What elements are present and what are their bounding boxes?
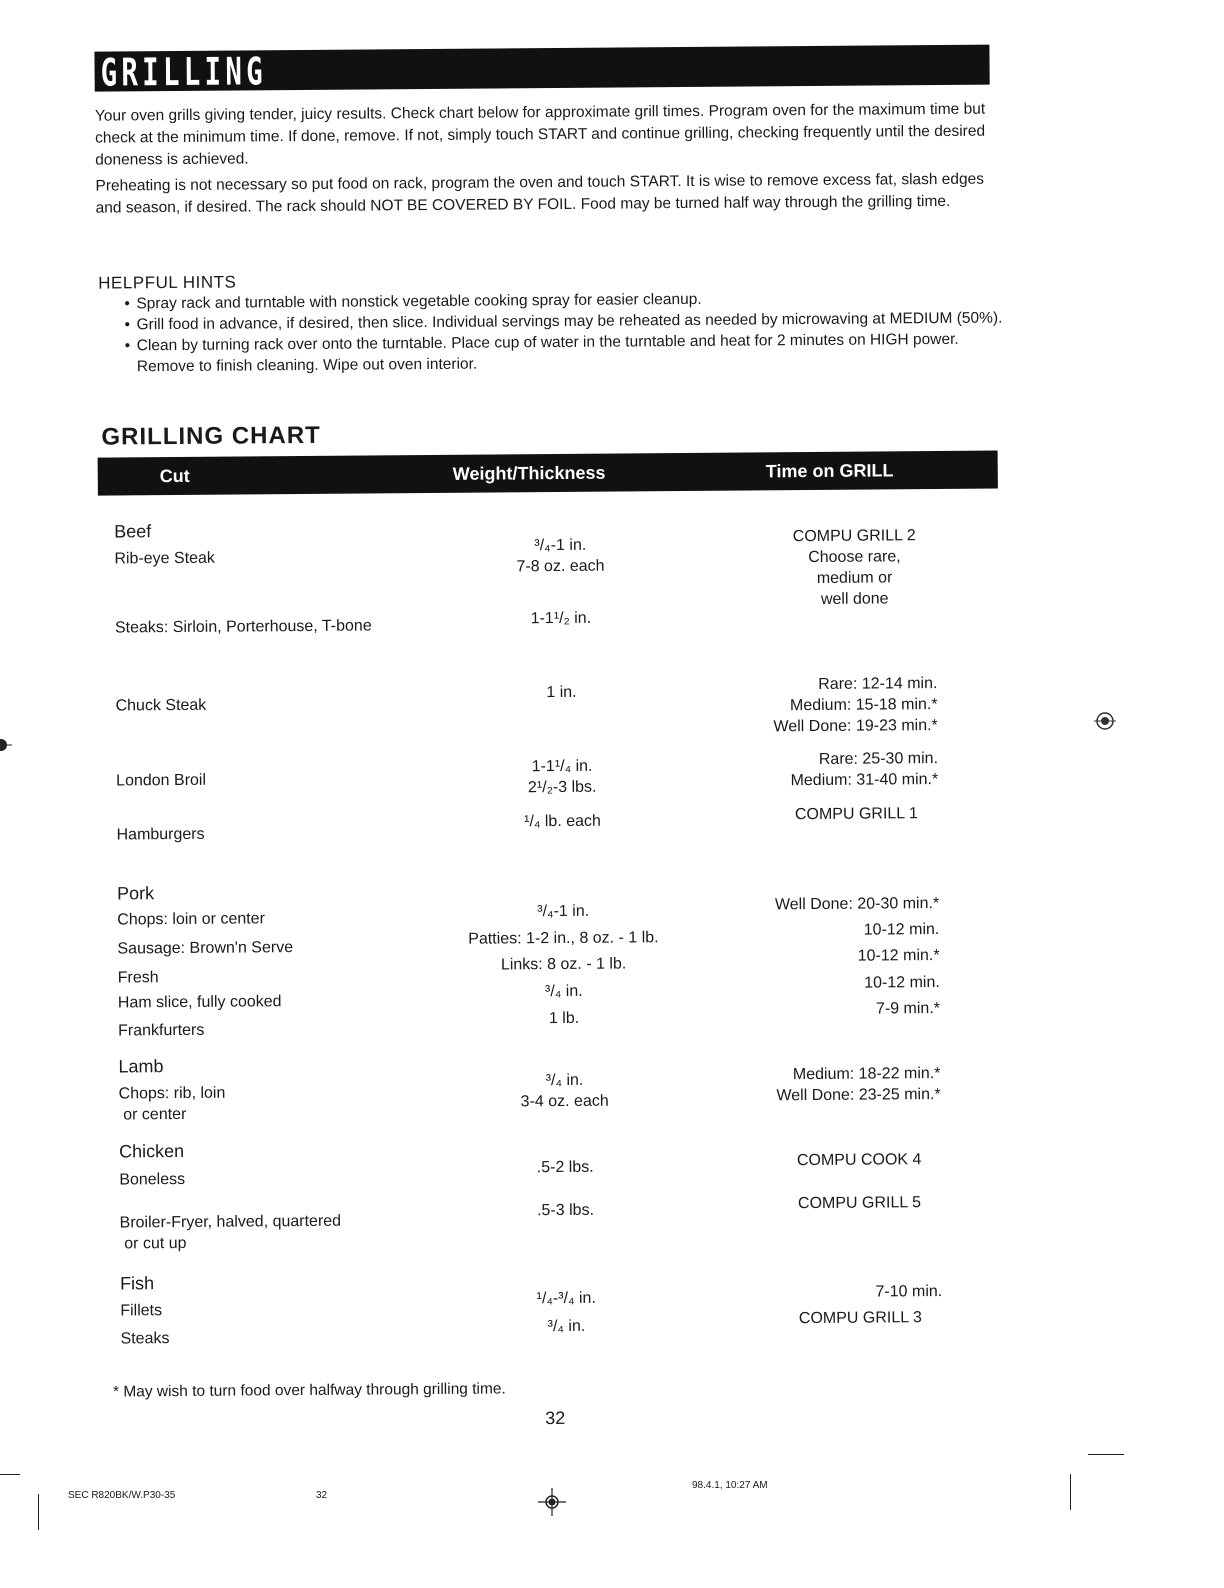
hint-text: Spray rack and turntable with nonstick vegetable cooking spray for easier cleanup. bbox=[136, 290, 702, 313]
category-lamb: Lamb bbox=[118, 1056, 164, 1077]
cut-cell: Fresh bbox=[117, 969, 159, 987]
bullet-icon: • bbox=[124, 337, 131, 355]
weight-cell: ³/₄-1 in. bbox=[537, 902, 590, 921]
cut-cell: Broiler-Fryer, halved, quartered or cut up bbox=[119, 1212, 342, 1253]
weight-cell: ¹/₄-³/₄ in. bbox=[536, 1289, 596, 1308]
footer-timestamp: 98.4.1, 10:27 AM bbox=[692, 1480, 768, 1491]
category-pork: Pork bbox=[116, 883, 155, 904]
time-cell: 7-9 min.* bbox=[875, 1000, 941, 1018]
hint-text: Grill food in advance, if desired, then slice. Individual servings may be reheated as needed by microwaving at MEDIUM (50%). bbox=[136, 309, 1003, 334]
time-cell: 10-12 min. bbox=[863, 921, 940, 939]
category-chicken: Chicken bbox=[118, 1140, 185, 1162]
cut-cell: Frankfurters bbox=[118, 1021, 205, 1040]
weight-cell: ³/₄ in. bbox=[547, 1317, 586, 1336]
cut-cell: London Broil bbox=[116, 771, 207, 790]
header-weight: Weight/Thickness bbox=[452, 462, 606, 484]
weight-cell: 1 lb. bbox=[548, 1009, 580, 1028]
cut-cell: Hamburgers bbox=[116, 825, 205, 844]
cut-cell: Chuck Steak bbox=[115, 696, 207, 715]
category-beef: Beef bbox=[114, 521, 152, 542]
header-time: Time on GRILL bbox=[765, 460, 894, 482]
cut-cell: Chops: rib, loin or center bbox=[118, 1084, 226, 1124]
time-cell: 7-10 min. bbox=[875, 1283, 943, 1301]
intro-text-2: Preheating is not necessary so put food on rack, program the oven and touch START. It is wise to remove excess fat, slash edges and season, if desired. The rack should NOT BE COVERED BY FOIL. Food may be turned half way through the grilling time. bbox=[95, 170, 985, 217]
trim-mark bbox=[0, 1474, 20, 1475]
cut-cell: Steaks: Sirloin, Porterhouse, T-bone bbox=[114, 617, 372, 637]
time-cell: 10-12 min.* bbox=[857, 947, 940, 965]
cut-cell: Chops: loin or center bbox=[117, 910, 265, 929]
weight-cell: ¹/₄ lb. each bbox=[524, 812, 601, 831]
page-number: 32 bbox=[545, 1407, 566, 1429]
weight-cell: .5-2 lbs. bbox=[536, 1158, 594, 1177]
footer-page: 32 bbox=[316, 1490, 328, 1501]
section-title: GRILLING bbox=[100, 49, 268, 95]
cut-cell: Sausage: Brown'n Serve bbox=[117, 939, 294, 958]
trim-mark bbox=[38, 1494, 39, 1530]
weight-cell: ³/₄ in. 3-4 oz. each bbox=[520, 1071, 609, 1111]
registration-mark-icon bbox=[0, 734, 12, 756]
time-cell: COMPU GRILL 3 bbox=[798, 1309, 922, 1328]
time-cell: Well Done: 20-30 min.* bbox=[774, 895, 940, 914]
cut-cell: Steaks bbox=[120, 1330, 170, 1348]
weight-cell: ³/₄-1 in. 7-8 oz. each bbox=[516, 536, 605, 576]
weight-cell: ³/₄ in. bbox=[544, 982, 583, 1001]
time-cell: COMPU COOK 4 bbox=[796, 1151, 922, 1170]
registration-crosshair-icon bbox=[538, 1488, 566, 1516]
weight-cell: Links: 8 oz. - 1 lb. bbox=[500, 955, 627, 974]
category-fish: Fish bbox=[120, 1273, 155, 1294]
time-cell: Rare: 12-14 min. Medium: 15-18 min.* Well Done: 19-23 min.* bbox=[773, 675, 938, 736]
helpful-hints-heading: HELPFUL HINTS bbox=[98, 272, 237, 293]
cut-cell: Ham slice, fully cooked bbox=[117, 993, 282, 1012]
cut-cell: Rib-eye Steak bbox=[114, 549, 215, 568]
time-cell: Medium: 18-22 min.* Well Done: 23-25 min.* bbox=[776, 1065, 941, 1105]
weight-cell: .5-3 lbs. bbox=[537, 1201, 595, 1220]
weight-cell: 1-1¹/₄ in. 2¹/₂-3 lbs. bbox=[527, 757, 597, 797]
hint-text: Clean by turning rack over onto the turntable. Place cup of water in the turntable and heat for 2 minutes on HIGH power. Remove to finish cleaning. Wipe out oven interior. bbox=[136, 330, 959, 376]
cut-cell: Fillets bbox=[120, 1302, 163, 1320]
weight-cell: Patties: 1-2 in., 8 oz. - 1 lb. bbox=[468, 929, 659, 948]
footnote: * May wish to turn food over halfway through grilling time. bbox=[112, 1380, 506, 1401]
time-cell: 10-12 min. bbox=[864, 974, 940, 992]
registration-mark-icon bbox=[1094, 710, 1116, 732]
footer-file-code: SEC R820BK/W.P30-35 bbox=[68, 1490, 176, 1501]
chart-title: GRILLING CHART bbox=[101, 421, 321, 451]
time-cell: COMPU GRILL 1 bbox=[794, 805, 918, 824]
time-cell: Rare: 25-30 min. Medium: 31-40 min.* bbox=[790, 750, 939, 790]
bullet-icon: • bbox=[124, 316, 131, 334]
trim-mark bbox=[1088, 1454, 1124, 1455]
trim-mark bbox=[1070, 1474, 1071, 1510]
time-cell: COMPU GRILL 2 Choose rare, medium or well done bbox=[792, 527, 916, 608]
header-cut: Cut bbox=[159, 465, 190, 487]
cut-cell: Boneless bbox=[119, 1170, 186, 1189]
weight-cell: 1 in. bbox=[546, 683, 577, 702]
bullet-icon: • bbox=[124, 295, 130, 313]
time-cell: COMPU GRILL 5 bbox=[797, 1194, 922, 1213]
intro-text-1: Your oven grills giving tender, juicy results. Check chart below for approximate grill times. Program oven for the maximum time but check at the minimum time. If done, remove. If not, simply touch START and continue grilling, checking frequently until the desired doneness is achieved. bbox=[94, 100, 986, 169]
weight-cell: 1-1¹/₂ in. bbox=[530, 609, 592, 628]
